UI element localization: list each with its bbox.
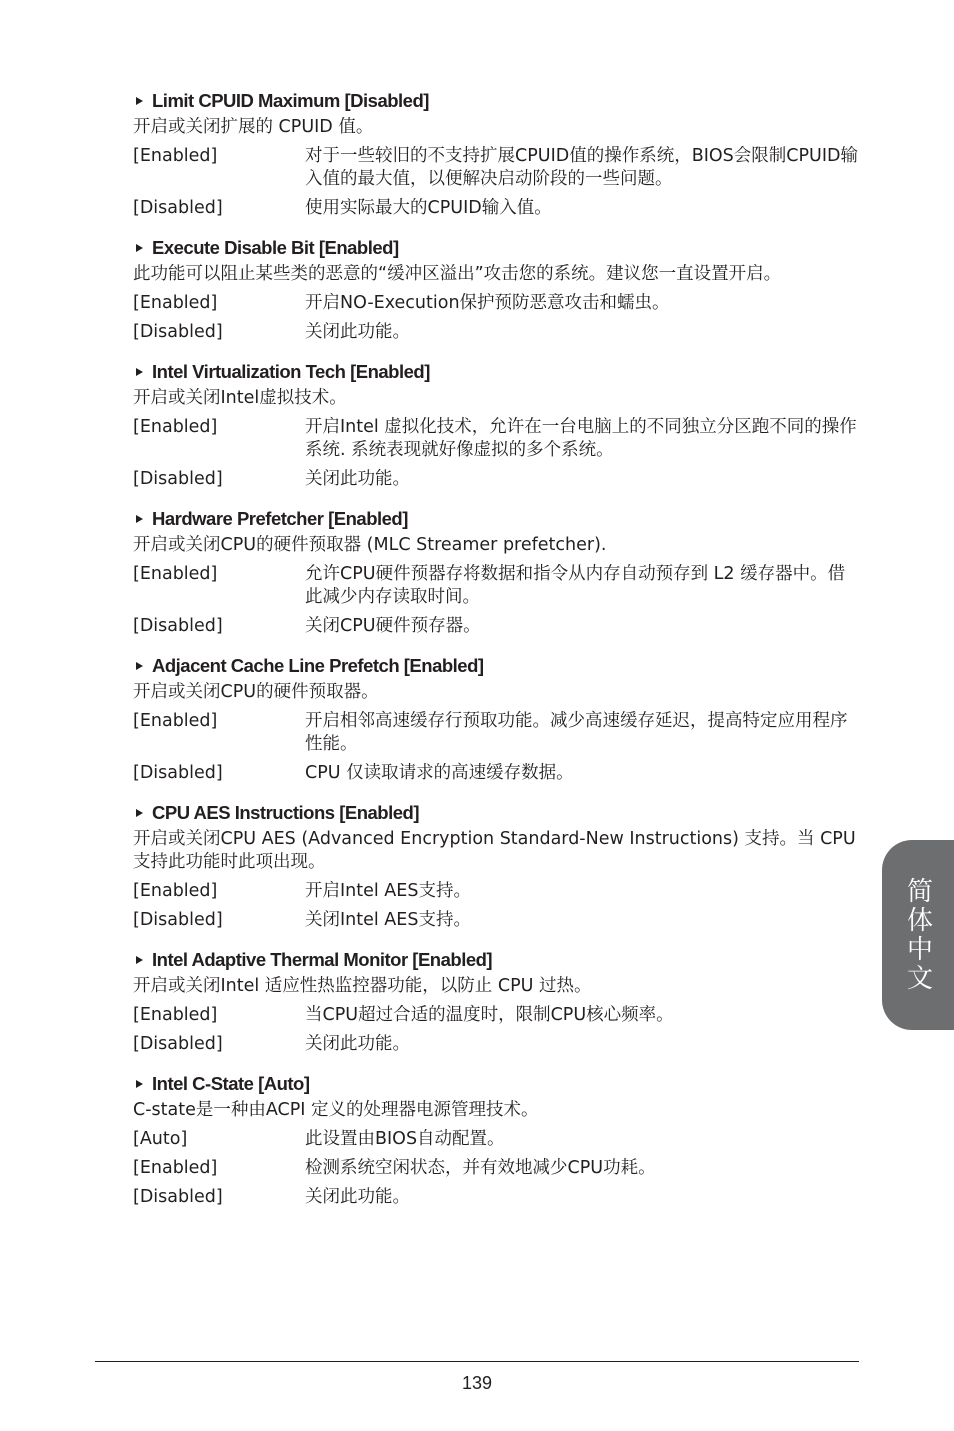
setting-description: 开启或关闭CPU的硬件预取器。 (133, 682, 379, 702)
setting-title (133, 88, 858, 114)
option-row (133, 416, 858, 462)
option-row (133, 1157, 858, 1180)
setting-section-7 (133, 1071, 858, 1209)
language-side-tab (882, 840, 954, 1030)
option-key: [Disabled] (133, 616, 223, 636)
page-number: 139 (461, 1373, 493, 1393)
setting-title-text: Limit CPUID Maximum [Disabled] (152, 90, 429, 111)
option-text: 开启Intel 虚拟化技术，允许在一台电脑上的不同独立分区跑不同的操作系统. 系统表现就好像虚拟的多个系统。 (305, 417, 857, 460)
option-row (133, 615, 858, 638)
option-text: 对于一些较旧的不支持扩展CPUID值的操作系统，BIOS会限制CPUID输入值的最大值，以便解决启动阶段的一些问题。 (305, 146, 858, 189)
setting-section-0 (133, 88, 858, 220)
setting-description: 此功能可以阻止某些类的恶意的“缓冲区溢出”攻击您的系统。建议您一直设置开启。 (133, 264, 782, 284)
setting-section-4 (133, 653, 858, 785)
footer-divider (95, 1361, 859, 1362)
option-row (133, 1004, 858, 1027)
option-row (133, 762, 858, 785)
option-text: 关闭此功能。 (305, 1034, 410, 1054)
setting-section-5 (133, 800, 858, 932)
triangle-bullet-icon (136, 662, 143, 670)
option-row (133, 1186, 858, 1209)
option-key: [Disabled] (133, 322, 223, 342)
option-key: [Disabled] (133, 198, 223, 218)
setting-title-text: CPU AES Instructions [Enabled] (152, 802, 419, 823)
option-text: 关闭此功能。 (305, 1187, 410, 1207)
setting-description: 开启或关闭Intel 适应性热监控器功能，以防止 CPU 过热。 (133, 976, 592, 996)
option-key: [Enabled] (133, 1158, 218, 1178)
option-key: [Enabled] (133, 564, 218, 584)
setting-title-text: Adjacent Cache Line Prefetch [Enabled] (152, 655, 484, 676)
option-text: 检测系统空闲状态，并有效地减少CPU功耗。 (305, 1158, 656, 1178)
option-row (133, 909, 858, 932)
option-text: 开启相邻高速缓存行预取功能。减少高速缓存延迟，提高特定应用程序性能。 (305, 711, 848, 754)
option-text: 开启NO-Execution保护预防恶意攻击和蠕虫。 (305, 293, 670, 313)
setting-title (133, 653, 858, 679)
option-key: [Enabled] (133, 146, 218, 166)
option-row (133, 292, 858, 315)
setting-section-1 (133, 235, 858, 344)
settings-content (133, 88, 858, 1224)
option-text: 开启Intel AES支持。 (305, 881, 471, 901)
setting-title-text: Intel Adaptive Thermal Monitor [Enabled] (152, 949, 493, 970)
setting-section-6 (133, 947, 858, 1056)
option-row (133, 468, 858, 491)
language-tab-label: 简体中文 (902, 877, 933, 993)
option-key: [Auto] (133, 1129, 188, 1149)
option-text: 此设置由BIOS自动配置。 (305, 1129, 505, 1149)
option-key: [Enabled] (133, 881, 218, 901)
option-row (133, 880, 858, 903)
setting-title (133, 359, 858, 385)
option-row (133, 321, 858, 344)
setting-description: 开启或关闭CPU AES (Advanced Encryption Standard-New Instructions) 支持。当 CPU支持此功能时此项出现。 (133, 829, 856, 872)
setting-description: 开启或关闭扩展的 CPUID 值。 (133, 117, 374, 137)
option-row (133, 1033, 858, 1056)
setting-title (133, 506, 858, 532)
option-text: 关闭CPU硬件预存器。 (305, 616, 481, 636)
triangle-bullet-icon (136, 809, 143, 817)
option-row (133, 563, 858, 609)
setting-title (133, 235, 858, 261)
option-key: [Enabled] (133, 1005, 218, 1025)
option-row (133, 1128, 858, 1151)
option-text: 关闭此功能。 (305, 469, 410, 489)
option-text: CPU 仅读取请求的高速缓存数据。 (305, 763, 574, 783)
option-row (133, 197, 858, 220)
option-key: [Enabled] (133, 293, 218, 313)
setting-section-3 (133, 506, 858, 638)
setting-title (133, 1071, 858, 1097)
triangle-bullet-icon (136, 97, 143, 105)
option-key: [Disabled] (133, 469, 223, 489)
setting-description: 开启或关闭CPU的硬件预取器 (MLC Streamer prefetcher). (133, 535, 607, 555)
triangle-bullet-icon (136, 1080, 143, 1088)
option-text: 关闭此功能。 (305, 322, 410, 342)
triangle-bullet-icon (136, 368, 143, 376)
option-text: 使用实际最大的CPUID输入值。 (305, 198, 552, 218)
option-text: 当CPU超过合适的温度时，限制CPU核心频率。 (305, 1005, 674, 1025)
setting-title (133, 800, 858, 826)
option-key: [Disabled] (133, 910, 223, 930)
option-key: [Enabled] (133, 711, 218, 731)
option-key: [Enabled] (133, 417, 218, 437)
option-key: [Disabled] (133, 763, 223, 783)
setting-title (133, 947, 858, 973)
option-row (133, 145, 858, 191)
option-text: 允许CPU硬件预器存将数据和指令从内存自动预存到 L2 缓存器中。借此减少内存读取时间。 (305, 564, 846, 607)
triangle-bullet-icon (136, 956, 143, 964)
setting-title-text: Hardware Prefetcher [Enabled] (152, 508, 408, 529)
setting-description: 开启或关闭Intel虚拟技术。 (133, 388, 347, 408)
setting-section-2 (133, 359, 858, 491)
option-key: [Disabled] (133, 1034, 223, 1054)
option-row (133, 710, 858, 756)
setting-title-text: Intel C-State [Auto] (152, 1073, 310, 1094)
triangle-bullet-icon (136, 515, 143, 523)
option-key: [Disabled] (133, 1187, 223, 1207)
triangle-bullet-icon (136, 244, 143, 252)
setting-title-text: Execute Disable Bit [Enabled] (152, 237, 399, 258)
setting-title-text: Intel Virtualization Tech [Enabled] (152, 361, 430, 382)
setting-description: C-state是一种由ACPI 定义的处理器电源管理技术。 (133, 1100, 539, 1120)
option-text: 关闭Intel AES支持。 (305, 910, 471, 930)
